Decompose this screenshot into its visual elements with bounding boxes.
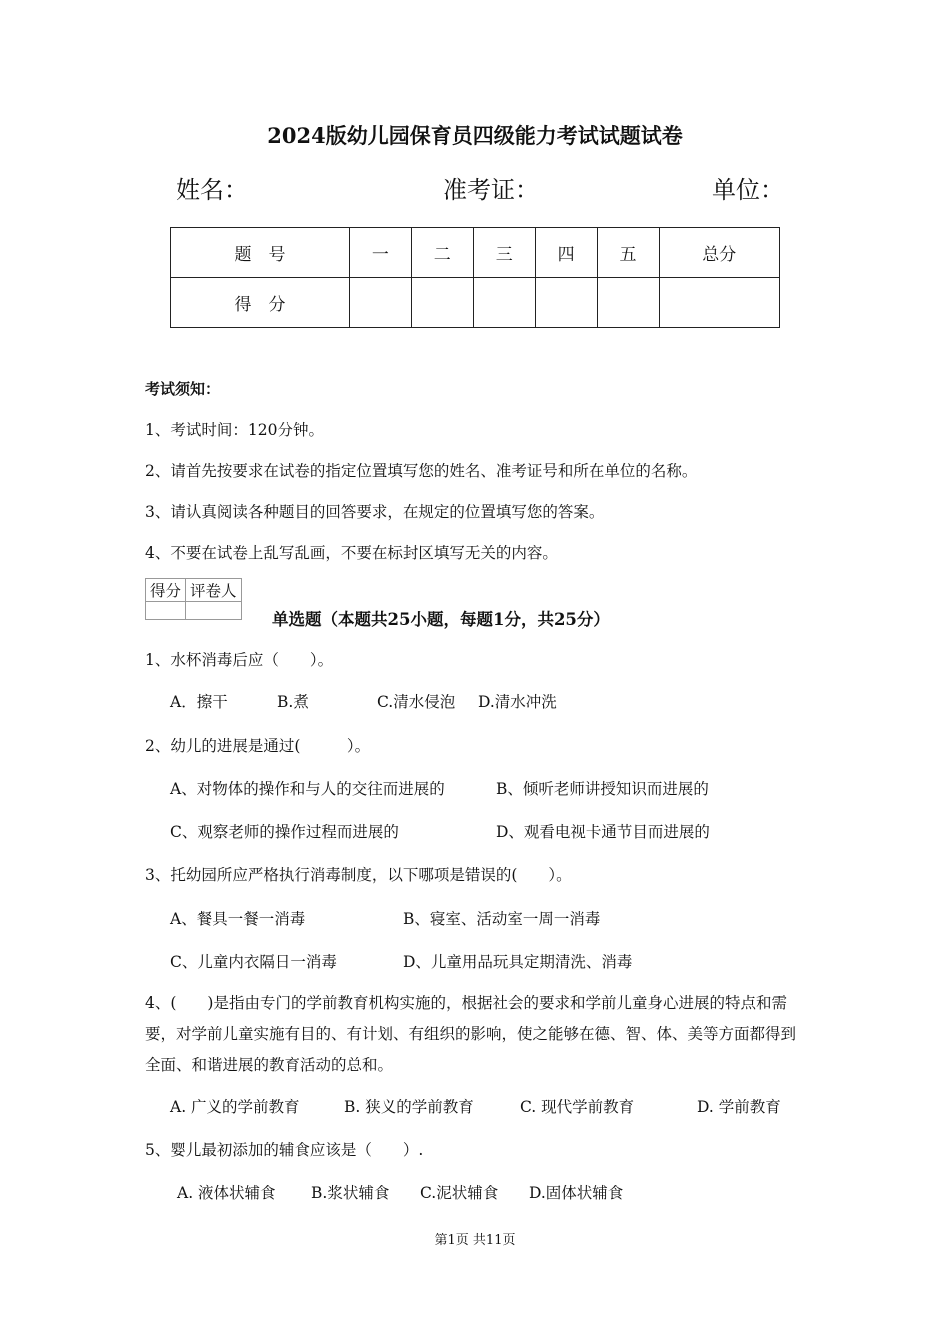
score-cell[interactable]	[411, 278, 473, 328]
score-label: 得 分	[171, 278, 350, 328]
column-header: 一	[349, 228, 411, 278]
question-number-label: 题 号	[171, 228, 350, 278]
question-option[interactable]: C、观察老师的操作过程而进展的	[170, 823, 399, 841]
name-field-label: 姓名：	[176, 176, 248, 204]
question-option[interactable]: C.泥状辅食	[420, 1184, 499, 1202]
question-option[interactable]: B、寝室、活动室一周一消毒	[403, 910, 601, 928]
grader-score-label: 得分	[146, 579, 186, 602]
question-option[interactable]: A、对物体的操作和与人的交往而进展的	[170, 780, 445, 798]
question-option[interactable]: D.清水冲洗	[478, 693, 557, 711]
question-option[interactable]: D、观看电视卡通节目而进展的	[496, 823, 710, 841]
question-option[interactable]: C. 现代学前教育	[520, 1098, 635, 1116]
notice-item: 3、请认真阅读各种题目的回答要求，在规定的位置填写您的答案。	[145, 503, 605, 521]
score-cell[interactable]	[473, 278, 535, 328]
notice-item: 4、不要在试卷上乱写乱画，不要在标封区填写无关的内容。	[145, 544, 558, 562]
column-header: 五	[597, 228, 659, 278]
question-option[interactable]: B.浆状辅食	[311, 1184, 390, 1202]
score-cell[interactable]	[535, 278, 597, 328]
grader-score-cell[interactable]	[146, 602, 186, 620]
question-stem: 5、婴儿最初添加的辅食应该是（ ）.	[145, 1141, 424, 1159]
question-option[interactable]: A．擦干	[170, 693, 228, 711]
question-option[interactable]: C、儿童内衣隔日一消毒	[170, 953, 337, 971]
score-table-score-row	[171, 278, 780, 328]
grader-box	[145, 578, 242, 620]
grader-reviewer-label: 评卷人	[186, 579, 242, 602]
column-header: 二	[411, 228, 473, 278]
score-table-header-row	[171, 228, 780, 278]
section-title: 单选题（本题共25小题，每题1分，共25分）	[272, 610, 610, 629]
score-cell[interactable]	[349, 278, 411, 328]
notice-item: 1、考试时间：120分钟。	[145, 421, 324, 439]
question-option[interactable]: B.煮	[277, 693, 309, 711]
question-stem: 1、水杯消毒后应（ ）。	[145, 651, 334, 669]
question-option[interactable]: A、餐具一餐一消毒	[170, 910, 306, 928]
question-stem: 3、托幼园所应严格执行消毒制度，以下哪项是错误的( ）。	[145, 866, 572, 884]
grader-reviewer-cell[interactable]	[186, 602, 242, 620]
question-option[interactable]: D、儿童用品玩具定期清洗、消毒	[403, 953, 633, 971]
notice-item: 2、请首先按要求在试卷的指定位置填写您的姓名、准考证号和所在单位的名称。	[145, 462, 698, 480]
score-cell[interactable]	[597, 278, 659, 328]
column-header: 四	[535, 228, 597, 278]
question-stem: 2、幼儿的进展是通过( ）。	[145, 737, 371, 755]
question-option[interactable]: D.固体状辅食	[529, 1184, 624, 1202]
unit-field-label: 单位：	[712, 176, 784, 204]
notice-heading: 考试须知：	[145, 380, 221, 398]
column-header: 总分	[659, 228, 779, 278]
question-option[interactable]: B、倾听老师讲授知识而进展的	[496, 780, 709, 798]
exam-id-field-label: 准考证：	[443, 176, 539, 204]
page-footer: 第1页 共11页	[434, 1233, 516, 1248]
question-option[interactable]: B. 狭义的学前教育	[344, 1098, 474, 1116]
question-option[interactable]: A. 广义的学前教育	[170, 1098, 300, 1116]
question-option[interactable]: A. 液体状辅食	[177, 1184, 276, 1202]
score-cell[interactable]	[659, 278, 779, 328]
page-title: 2024版幼儿园保育员四级能力考试试题试卷	[267, 123, 683, 148]
question-option[interactable]: C.清水侵泡	[377, 693, 456, 711]
column-header: 三	[473, 228, 535, 278]
question-stem: 4、( )是指由专门的学前教育机构实施的，根据社会的要求和学前儿童身心进展的特点和需要，对学前儿童实施有目的、有计划、有组织的影响，使之能够在德、智、体、美等方面都得到全面、和谐进展的教育活动的总和。	[145, 994, 797, 1074]
question-option[interactable]: D. 学前教育	[697, 1098, 781, 1116]
score-table	[170, 227, 780, 328]
